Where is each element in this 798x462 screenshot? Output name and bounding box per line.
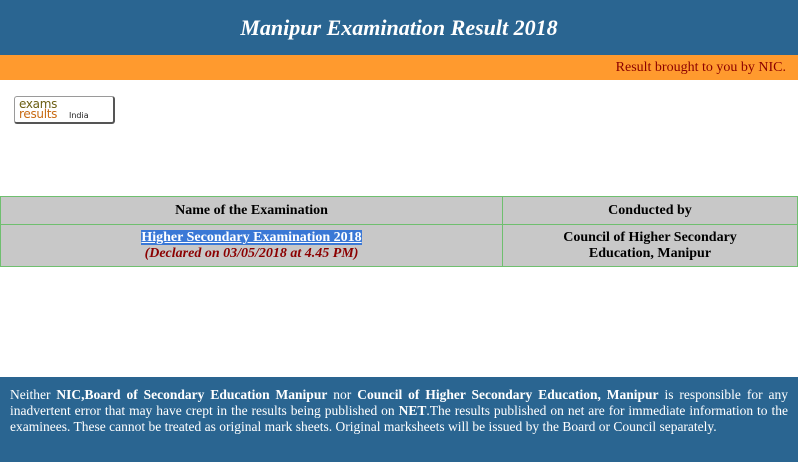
logo-india-text: India <box>69 111 89 120</box>
column-header-exam-name: Name of the Examination <box>1 197 503 225</box>
disclaimer-bold-1: NIC,Board of Secondary Education Manipur <box>56 387 328 402</box>
banner-text: Result brought to you by NIC. <box>615 60 786 75</box>
disclaimer-footer <box>0 377 798 462</box>
column-header-conducted-by: Conducted by <box>503 197 798 225</box>
exam-result-link[interactable]: Higher Secondary Examination 2018 <box>141 229 362 245</box>
disclaimer-text-2: nor <box>327 387 358 402</box>
page-title: Manipur Examination Result 2018 <box>240 15 558 40</box>
conducted-by-line1: Council of Higher Secondary <box>563 229 737 245</box>
conducted-by-line2: Education, Manipur <box>588 245 712 261</box>
page-header <box>0 0 798 55</box>
logo-results-text: results <box>19 107 58 121</box>
disclaimer-bold-2: Council of Higher Secondary Education, Manipur <box>357 387 659 402</box>
conducted-by-cell <box>503 225 798 267</box>
exam-name-cell <box>1 225 503 267</box>
disclaimer-text-1: Neither <box>10 387 57 402</box>
exams-results-india-logo[interactable] <box>14 96 115 124</box>
logo-exams-text: exams <box>19 97 58 111</box>
table-row <box>1 225 798 267</box>
declared-date-text: (Declared on 03/05/2018 at 4.45 PM) <box>144 245 359 261</box>
disclaimer-bold-3: NET <box>398 403 427 418</box>
disclaimer-text-4: .The results published on net are for immediate information to the examinees. These cannot be treated as original mark sheets. Original marksheets will be issued by the Board or Council separately. <box>10 403 788 434</box>
disclaimer-text-3: is responsible for any inadvertent error that may have crept in the results being published on <box>10 387 789 418</box>
results-table <box>0 196 798 267</box>
table-header-row <box>1 197 798 225</box>
nic-banner <box>0 55 798 80</box>
